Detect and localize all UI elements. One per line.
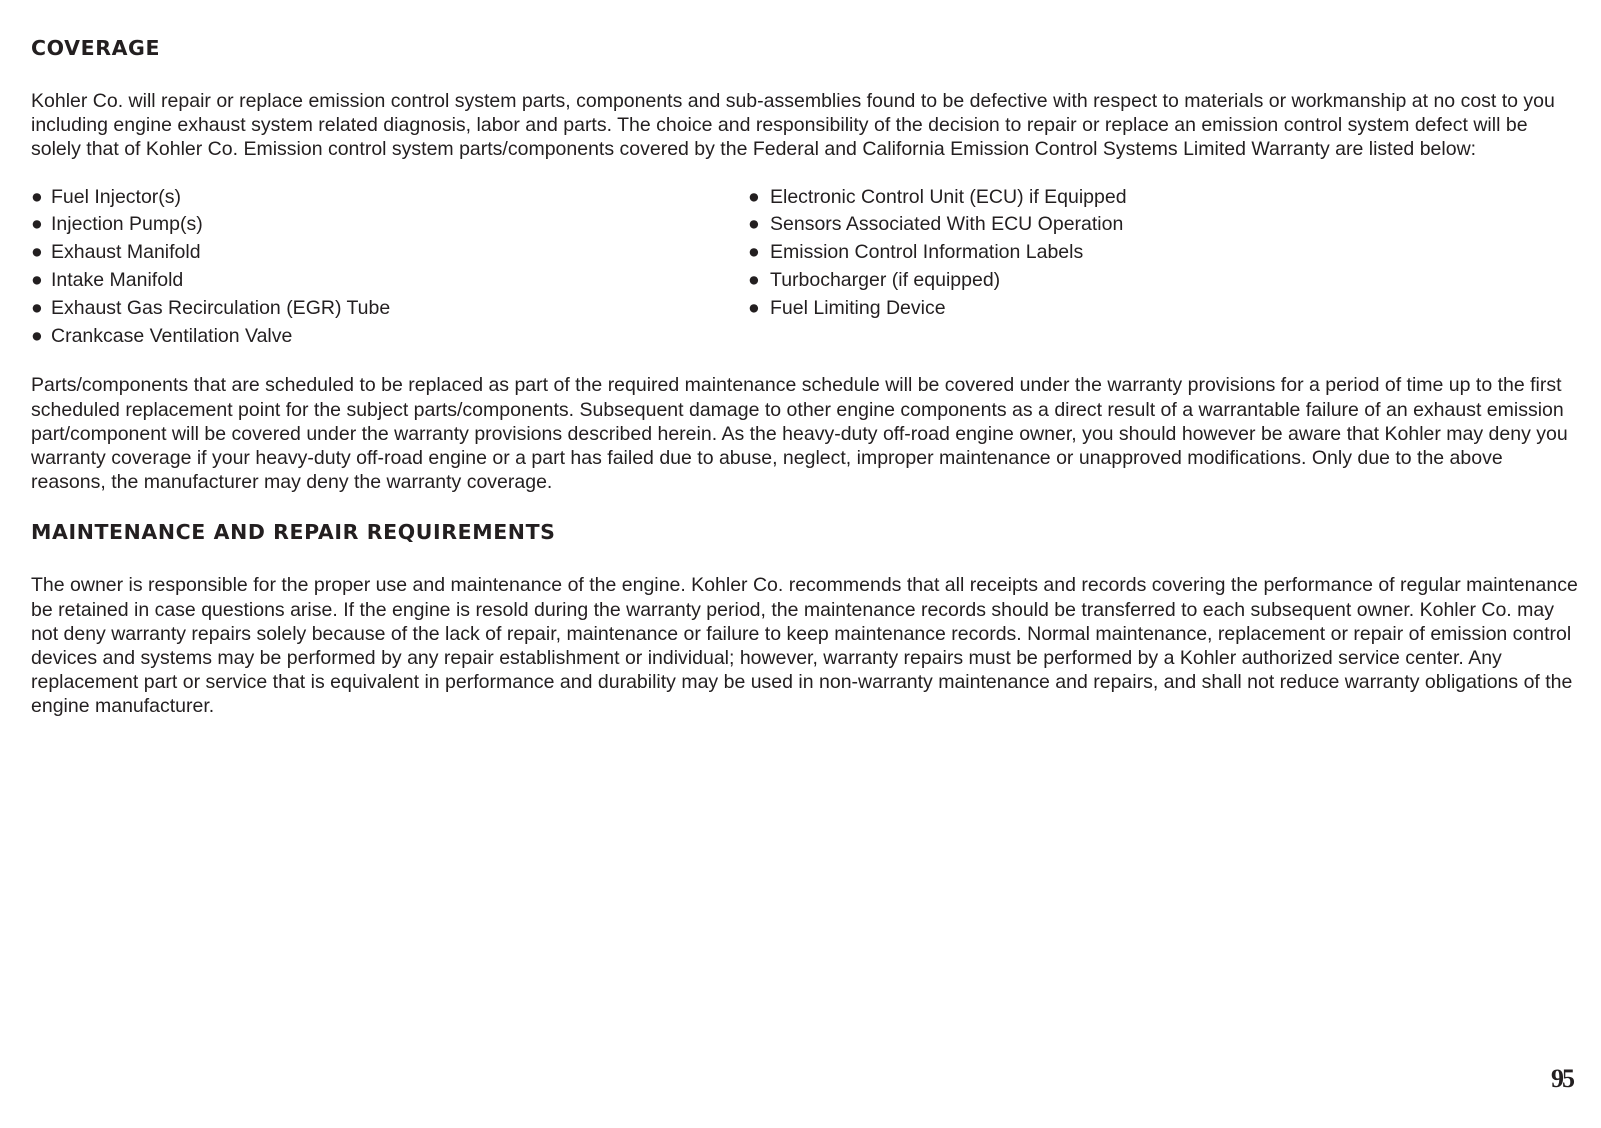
part-label: Fuel Injector(s) [51,185,182,208]
bullet-icon: ● [31,241,43,264]
page-number: 95 [1551,1064,1573,1093]
bullet-icon: ● [31,185,43,208]
list-item [748,211,1127,239]
scheduled-parts-paragraph: Parts/components that are scheduled to be replaced as part of the required maintenance schedule will be covered under the warranty provisions for a period of time up to the first scheduled replacement point for the subject parts/components. Subsequent damage to other engine components as a direct result of a warrantable failure of an exhaust emission part/component will be covered under the warranty provisions described herein. As the heavy-duty off-road engine owner, you should however be aware that Kohler may deny you warranty coverage if your heavy-duty off-road engine or a part has failed due to abuse, neglect, improper maintenance or unapproved modifications. Only due to the above reasons, the manufacturer may deny the warranty coverage. [31,374,1568,494]
covered-parts-right-column [748,184,1127,351]
list-item [748,295,1127,323]
list-item [31,295,748,323]
list-item [31,239,748,267]
part-label: Turbocharger (if equipped) [770,269,1001,291]
list-item [748,239,1127,267]
part-label: Sensors Associated With ECU Operation [770,213,1124,236]
list-item [748,184,1127,212]
part-label: Exhaust Gas Recirculation (EGR) Tube [51,296,391,319]
part-label: Electronic Control Unit (ECU) if Equipped [770,185,1127,208]
part-label: Fuel Limiting Device [770,296,946,319]
page-content [31,34,1581,719]
part-label: Emission Control Information Labels [770,241,1084,264]
list-item [31,267,748,295]
part-label: Crankcase Ventilation Valve [51,324,293,347]
coverage-intro-paragraph: Kohler Co. will repair or replace emission control system parts, components and sub-assemblies found to be defective with respect to materials or workmanship at no cost to you including engine exhaust system related diagnosis, labor and parts. The choice and responsibility of the decision to repair or replace an emission control system defect will be solely that of Kohler Co. Emission control system parts/components covered by the Federal and California Emission Control Systems Limited Warranty are listed below: [31,90,1555,161]
bullet-icon: ● [31,296,43,319]
bullet-icon: ● [748,241,760,264]
part-label: Injection Pump(s) [51,213,203,236]
maintenance-paragraph: The owner is responsible for the proper use and maintenance of the engine. Kohler Co. recommends that all receipts and records covering the performance of regular maintenance be retained in case questions arise. If the engine is resold during the warranty period, the maintenance records should be transferred to each subsequent owner. Kohler Co. may not deny warranty repairs solely because of the lack of repair, maintenance or failure to keep maintenance records. Normal maintenance, replacement or repair of emission control devices and systems may be performed by any repair establishment or individual; however, warranty repairs must be performed by a Kohler authorized service center. Any replacement part or service that is equivalent in performance and durability may be used in non-warranty maintenance and repairs, and shall not reduce warranty obligations of the engine manufacturer. [31,574,1578,718]
bullet-icon: ● [748,213,760,236]
list-item [31,323,748,351]
bullet-icon: ● [748,269,760,291]
list-item [31,211,748,239]
bullet-icon: ● [748,185,760,208]
list-item [748,267,1127,295]
list-item [31,184,748,212]
coverage-heading: COVERAGE [31,36,161,60]
covered-parts-left-column [31,184,748,351]
covered-parts-list [31,184,1581,351]
part-label: Exhaust Manifold [51,241,201,264]
bullet-icon: ● [31,213,43,236]
part-label: Intake Manifold [51,269,184,291]
maintenance-heading: MAINTENANCE AND REPAIR REQUIREMENTS [31,520,556,545]
bullet-icon: ● [31,269,43,291]
bullet-icon: ● [31,324,43,347]
bullet-icon: ● [748,296,760,319]
